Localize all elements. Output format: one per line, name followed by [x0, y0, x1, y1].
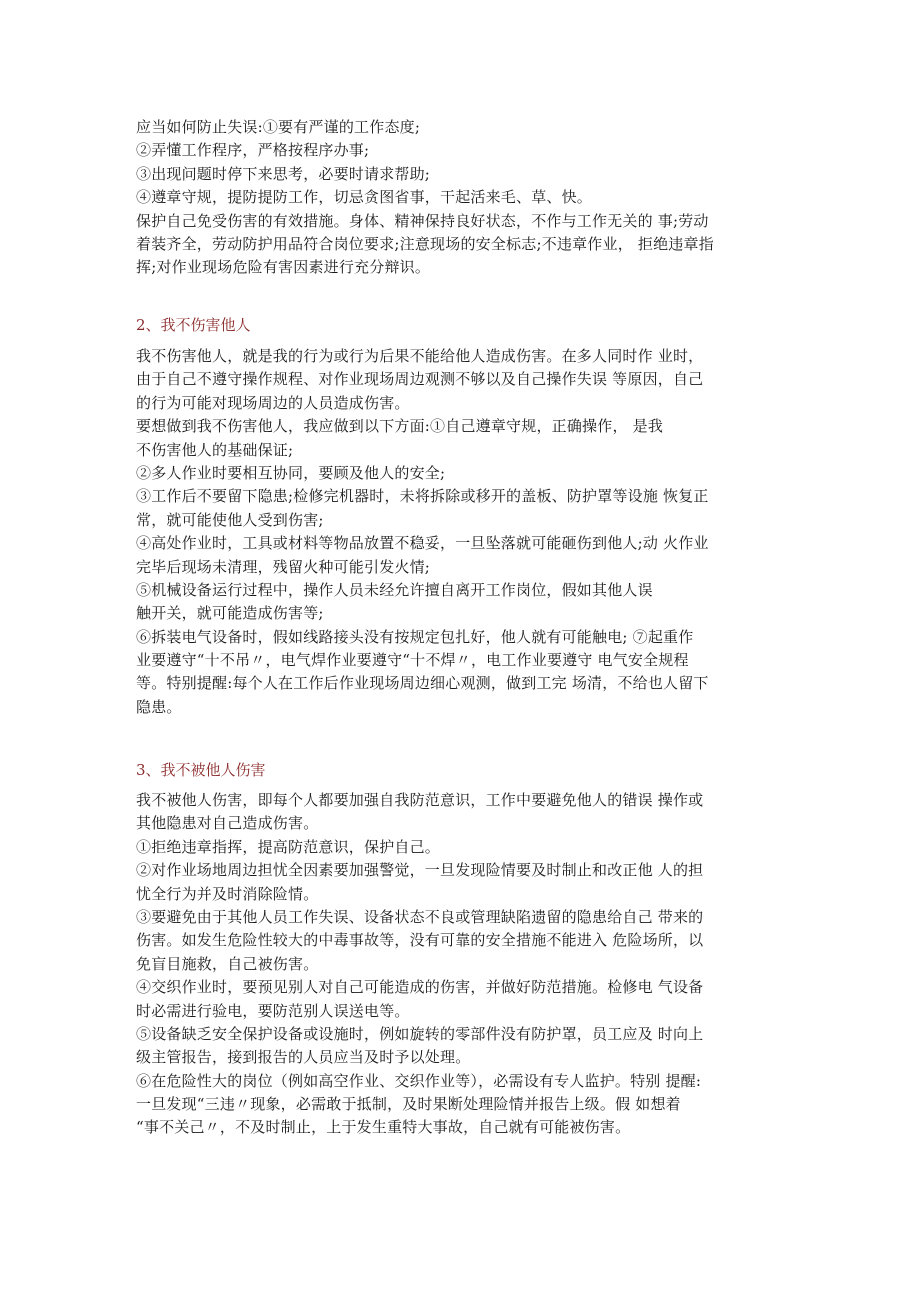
paragraph-line: ③工作后不要留下隐患;检修完机器时，未将拆除或移开的盖板、防护罩等设施 恢复正 [136, 487, 709, 506]
paragraph-line: ④遵章守规，提防提防工作，切忌贪图省事，干起活来毛、草、快。 [136, 188, 593, 207]
paragraph-line: 保护自己免受伤害的有效措施。身体、精神保持良好状态，不作与工作无关的 事;劳动 [136, 211, 709, 230]
paragraph-line: ④高处作业时，工具或材料等物品放置不稳妥，一旦坠落就可能砸伤到他人;动 火作业 [136, 534, 709, 553]
paragraph-line: 级主管报告，接到报告的人员应当及时予以处理。 [136, 1048, 471, 1067]
paragraph-line: 免盲目施救，自己被伤害。 [136, 954, 319, 973]
paragraph-line: ②多人作业时要相互协同，要顾及他人的安全; [136, 463, 446, 482]
paragraph-line: ①拒绝违章指挥，提高防范意识，保护自己。 [136, 837, 441, 856]
paragraph-line: ②弄懂工作程序，严格按程序办事; [136, 141, 370, 160]
paragraph-line: ⑥在危险性大的岗位（例如高空作业、交织作业等），必需设有专人监护。特别 提醒: [136, 1071, 702, 1090]
section-3 [136, 759, 796, 782]
paragraph-line: ⑤机械设备运行过程中，操作人员未经允许擅自离开工作岗位，假如其他人误 [136, 580, 653, 599]
paragraph-line: 要想做到我不伤害他人，我应做到以下方面:①自己遵章守规，正确操作， 是我 [136, 417, 664, 436]
section-2 [136, 314, 796, 337]
paragraph-line: 伤害。如发生危险性较大的中毒事故等，没有可靠的安全措施不能进入 危险场所，以 [136, 931, 704, 950]
paragraph-line: ⑤设备缺乏安全保护设备或设施时，例如旋转的零部件没有防护罩，员工应及 时向上 [136, 1024, 704, 1043]
paragraph-line: 挥;对作业现场危险有害因素进行充分辩识。 [136, 258, 431, 277]
paragraph-line: 完毕后现场未清理，残留火种可能引发火情; [136, 557, 431, 576]
paragraph-line: ②对作业场地周边担忧全因素要加强警觉，一旦发现险情要及时制止和改正他 人的担 [136, 861, 704, 880]
section-3-body [136, 789, 796, 1140]
paragraph-line: 常，就可能使他人受到伤害; [136, 510, 324, 529]
paragraph-line: ④交织作业时，要预见别人对自己可能造成的伤害，并做好防范措施。检修电 气设备 [136, 978, 704, 997]
paragraph-line: “事不关己〃，不及时制止，上于发生重特大事故，自己就有可能被伤害。 [136, 1118, 631, 1137]
paragraph-line: 不伤害他人的基础保证; [136, 440, 294, 459]
paragraph-line: 触开关，就可能造成伤害等; [136, 604, 324, 623]
paragraph-line: 隐患。 [136, 697, 182, 716]
paragraph-line: 时必需进行验电，要防范别人误送电等。 [136, 1001, 410, 1020]
paragraph-line: 应当如何防止失误:①要有严谨的工作态度; [136, 118, 421, 136]
paragraph-line: 其他隐患对自己造成伤害。 [136, 814, 319, 833]
paragraph-line: 等。特别提醒:每个人在工作后作业现场周边细心观测，做到工完 场清，不给也人留下 [136, 674, 709, 693]
paragraph-line: 着装齐全，劳动防护用品符合岗位要求;注意现场的安全标志;不违章作业， 拒绝违章指 [136, 234, 714, 253]
paragraph-line: 的行为可能对现场周边的人员造成伤害。 [136, 393, 410, 412]
paragraph-line: ⑥拆装电气设备时，假如线路接头没有按规定包扎好，他人就有可能触电; ⑦起重作 [136, 627, 694, 646]
paragraph-line: 我不伤害他人，就是我的行为或行为后果不能给他人造成伤害。在多人同时作 业时， [136, 347, 704, 365]
paragraph-line: ③要避免由于其他人员工作失误、设备状态不良或管理缺陷遗留的隐患给自己 带来的 [136, 907, 704, 926]
paragraph-line: 一旦发现“三违〃现象，必需敢于抵制，及时果断处理险情并报告上级。假 如想着 [136, 1095, 681, 1114]
section-heading: 3、我不被他人伤害 [136, 761, 266, 779]
intro-block [136, 116, 796, 280]
paragraph-line: 忧全行为并及时消除险情。 [136, 884, 319, 903]
section-2-body [136, 345, 796, 719]
paragraph-line: 由于自己不遵守操作规程、对作业现场周边观测不够以及自己操作失误 等原因，自己 [136, 370, 704, 389]
paragraph-line: 业要遵守“十不吊〃，电气焊作业要遵守“十不焊〃，电工作业要遵守 电气安全规程 [136, 651, 689, 670]
paragraph-line: ③出现问题时停下来思考，必要时请求帮助; [136, 164, 431, 183]
section-heading: 2、我不伤害他人 [136, 316, 251, 334]
paragraph-line: 我不被他人伤害，即每个人都要加强自我防范意识，工作中要避免他人的错误 操作或 [136, 791, 704, 809]
